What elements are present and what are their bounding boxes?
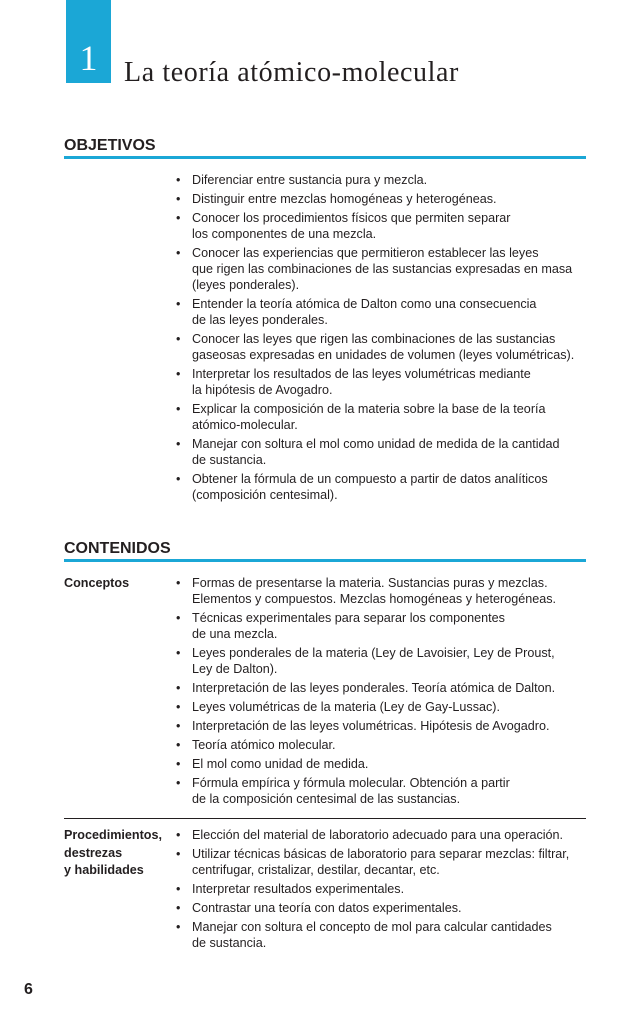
list-item-text: Leyes volumétricas de la materia (Ley de Gay-Lussac). bbox=[192, 700, 500, 714]
bullet-marker: • bbox=[176, 776, 181, 790]
bullet-marker: • bbox=[176, 367, 181, 381]
list-item-text: Distinguir entre mezclas homogéneas y heterogéneas. bbox=[192, 192, 497, 206]
list-item bbox=[174, 645, 556, 677]
list-item-text: Ley de Dalton). bbox=[192, 662, 278, 676]
bullet-marker: • bbox=[176, 332, 181, 346]
list-item-text: atómico-molecular. bbox=[192, 418, 298, 432]
bullet-marker: • bbox=[176, 246, 181, 260]
procedimientos-list bbox=[174, 827, 569, 954]
bullet-marker: • bbox=[176, 738, 181, 752]
bullet-marker: • bbox=[176, 719, 181, 733]
list-item bbox=[174, 210, 574, 242]
procedimientos-label-line: Procedimientos, bbox=[64, 828, 162, 842]
bullet-marker: • bbox=[176, 681, 181, 695]
list-item-text: Diferenciar entre sustancia pura y mezcla. bbox=[192, 173, 428, 187]
list-item-text: Manejar con soltura el concepto de mol para calcular cantidades bbox=[192, 920, 552, 934]
list-item bbox=[174, 245, 574, 293]
bullet-marker: • bbox=[176, 192, 181, 206]
list-item-text: Contrastar una teoría con datos experimentales. bbox=[192, 901, 462, 915]
list-item-text: Obtener la fórmula de un compuesto a partir de datos analíticos bbox=[192, 472, 548, 486]
list-item-text: gaseosas expresadas en unidades de volumen (leyes volumétricas). bbox=[192, 348, 575, 362]
list-item-text: de la composición centesimal de las sustancias. bbox=[192, 792, 461, 806]
list-item bbox=[174, 366, 574, 398]
bullet-marker: • bbox=[176, 173, 181, 187]
list-item-text: Interpretación de las leyes ponderales. Teoría atómica de Dalton. bbox=[192, 681, 556, 695]
objetivos-heading: OBJETIVOS bbox=[64, 137, 156, 154]
bullet-marker: • bbox=[176, 828, 181, 842]
list-item-text: Fórmula empírica y fórmula molecular. Obtención a partir bbox=[192, 776, 510, 790]
list-item bbox=[174, 775, 556, 807]
list-item-text: Elementos y compuestos. Mezclas homogéneas y heterogéneas. bbox=[192, 592, 557, 606]
list-item bbox=[174, 610, 556, 642]
list-item bbox=[174, 699, 556, 715]
list-item-text: Técnicas experimentales para separar los componentes bbox=[192, 611, 505, 625]
list-item-text: Conocer las experiencias que permitieron establecer las leyes bbox=[192, 246, 539, 260]
list-item-text: que rigen las combinaciones de las sustancias expresadas en masa bbox=[192, 262, 573, 276]
list-item bbox=[174, 680, 556, 696]
list-item-text: los componentes de una mezcla. bbox=[192, 227, 377, 241]
list-item-text: Interpretar resultados experimentales. bbox=[192, 882, 405, 896]
list-item bbox=[174, 718, 556, 734]
list-item-text: Explicar la composición de la materia sobre la base de la teoría bbox=[192, 402, 546, 416]
list-item bbox=[174, 575, 556, 607]
list-item-text: Conocer las leyes que rigen las combinaciones de las sustancias bbox=[192, 332, 556, 346]
contenidos-divider bbox=[64, 559, 586, 562]
list-item bbox=[174, 296, 574, 328]
bullet-marker: • bbox=[176, 847, 181, 861]
list-item-text: Formas de presentarse la materia. Sustancias puras y mezclas. bbox=[192, 576, 548, 590]
conceptos-list bbox=[174, 575, 556, 810]
list-item-text: (leyes ponderales). bbox=[192, 278, 300, 292]
list-item-text: Entender la teoría atómica de Dalton como una consecuencia bbox=[192, 297, 537, 311]
bullet-marker: • bbox=[176, 646, 181, 660]
chapter-title: La teoría atómico-molecular bbox=[124, 57, 459, 88]
list-item-text: (composición centesimal). bbox=[192, 488, 338, 502]
bullet-marker: • bbox=[176, 472, 181, 486]
list-item-text: la hipótesis de Avogadro. bbox=[192, 383, 333, 397]
list-item bbox=[174, 919, 569, 951]
list-item bbox=[174, 172, 574, 188]
conceptos-label: Conceptos bbox=[64, 576, 130, 590]
list-item bbox=[174, 756, 556, 772]
list-item bbox=[174, 191, 574, 207]
list-item-text: Interpretar los resultados de las leyes volumétricas mediante bbox=[192, 367, 531, 381]
conceptos-procedimientos-divider bbox=[64, 818, 586, 819]
list-item-text: de una mezcla. bbox=[192, 627, 278, 641]
list-item bbox=[174, 401, 574, 433]
list-item-text: Conocer los procedimientos físicos que permiten separar bbox=[192, 211, 511, 225]
bullet-marker: • bbox=[176, 700, 181, 714]
list-item bbox=[174, 881, 569, 897]
bullet-marker: • bbox=[176, 576, 181, 590]
list-item bbox=[174, 471, 574, 503]
list-item bbox=[174, 846, 569, 878]
chapter-number: 1 bbox=[79, 38, 98, 78]
list-item bbox=[174, 436, 574, 468]
bullet-marker: • bbox=[176, 611, 181, 625]
list-item-text: Elección del material de laboratorio adecuado para una operación. bbox=[192, 828, 564, 842]
bullet-marker: • bbox=[176, 901, 181, 915]
contenidos-heading: CONTENIDOS bbox=[64, 540, 171, 557]
bullet-marker: • bbox=[176, 297, 181, 311]
procedimientos-label-line: destrezas bbox=[64, 845, 123, 860]
list-item-text: de sustancia. bbox=[192, 453, 267, 467]
bullet-marker: • bbox=[176, 437, 181, 451]
list-item-text: centrifugar, cristalizar, destilar, decantar, etc. bbox=[192, 863, 440, 877]
list-item-text: de sustancia. bbox=[192, 936, 267, 950]
list-item bbox=[174, 737, 556, 753]
bullet-marker: • bbox=[176, 757, 181, 771]
list-item-text: Utilizar técnicas básicas de laboratorio para separar mezclas: filtrar, bbox=[192, 847, 570, 861]
list-item-text: de las leyes ponderales. bbox=[192, 313, 328, 327]
procedimientos-label bbox=[64, 827, 162, 880]
bullet-marker: • bbox=[176, 211, 181, 225]
bullet-marker: • bbox=[176, 402, 181, 416]
list-item-text: Manejar con soltura el mol como unidad de medida de la cantidad bbox=[192, 437, 560, 451]
list-item bbox=[174, 827, 569, 843]
objetivos-list bbox=[174, 172, 574, 506]
list-item-text: Teoría atómico molecular. bbox=[192, 738, 336, 752]
bullet-marker: • bbox=[176, 882, 181, 896]
bullet-marker: • bbox=[176, 920, 181, 934]
list-item-text: Interpretación de las leyes volumétricas. Hipótesis de Avogadro. bbox=[192, 719, 550, 733]
objetivos-divider bbox=[64, 156, 586, 159]
list-item-text: El mol como unidad de medida. bbox=[192, 757, 369, 771]
page-number: 6 bbox=[24, 981, 33, 998]
procedimientos-label-line: y habilidades bbox=[64, 863, 144, 877]
list-item-text: Leyes ponderales de la materia (Ley de Lavoisier, Ley de Proust, bbox=[192, 646, 555, 660]
list-item bbox=[174, 900, 569, 916]
list-item bbox=[174, 331, 574, 363]
